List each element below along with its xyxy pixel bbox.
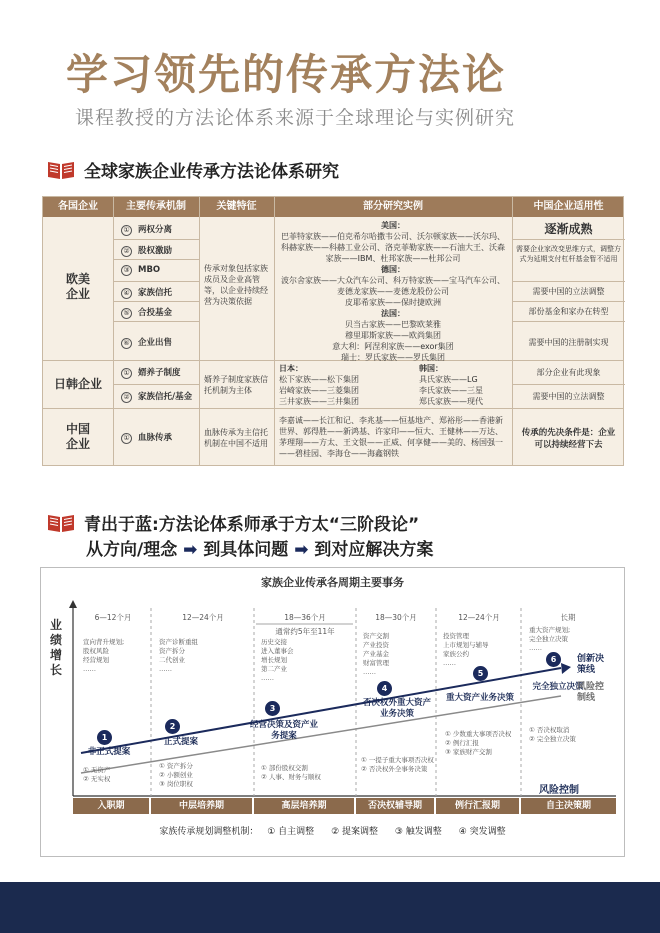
mechanism-item	[121, 244, 172, 257]
note-line: ……	[261, 674, 274, 682]
mechanism-label: 婿养子制度	[138, 368, 181, 378]
note-line: 增长规划	[261, 656, 287, 664]
note-line: ② 无实权	[83, 775, 111, 783]
innovation-line-label: 创新决策线	[577, 654, 605, 675]
mechanism-number: ①	[121, 433, 132, 444]
note-line: ① 否决权取消	[529, 726, 570, 734]
note-line: 进入董事会	[261, 647, 294, 655]
authority-notes	[361, 756, 434, 774]
note-line: ② 例行汇报	[445, 739, 479, 747]
y-axis-char: 增	[50, 648, 63, 662]
note-line: ② 人事、财务与顺权	[261, 773, 321, 781]
risk-line-label: 风险控制线	[577, 682, 605, 703]
example-line: 松下家族——松下集团	[279, 375, 359, 384]
applicability-item: 需要中国的注册制实现	[528, 338, 609, 347]
book-icon	[46, 512, 76, 534]
country-title: 美国：	[381, 221, 405, 230]
note-line: 上市规划与辅导	[443, 641, 489, 649]
mechanism-number: ①	[121, 225, 132, 236]
examples-japan	[279, 363, 389, 407]
arrow-icon: ➡	[183, 540, 198, 560]
applicability-line: 可以持续经营下去	[534, 440, 603, 450]
succession-diagram	[40, 567, 625, 857]
mechanism-item	[121, 366, 181, 379]
note-line: 经营规划	[83, 656, 109, 664]
examples-western	[277, 220, 509, 363]
note-line: ② 否决权外全事务决策	[361, 765, 428, 773]
mechanism-item	[121, 306, 172, 319]
note-line: 家族公约	[443, 650, 469, 658]
note-line: ……	[83, 665, 96, 673]
note-line: ……	[363, 668, 376, 676]
note-line: 资产交割	[363, 632, 389, 640]
example-line: ——碧桂园、李海仓——海鑫钢铁	[279, 449, 399, 458]
country-title: 德国：	[381, 265, 405, 274]
feature-text: 血脉传承为主信托机制在中国不适用	[204, 428, 268, 448]
period-label: 12—24个月	[182, 613, 224, 622]
mechanism-number: ③	[121, 265, 132, 276]
mechanism-label: 合投基金	[138, 308, 173, 318]
stage-number: 4	[377, 681, 392, 696]
mechanism-label: 血脉传承	[138, 433, 173, 443]
stage-number: 5	[473, 666, 488, 681]
region-label: 企业	[65, 287, 90, 301]
y-axis-char: 绩	[50, 633, 63, 647]
mechanism-label: 企业出售	[138, 338, 173, 348]
mechanism-label: 家族信托/基金	[138, 392, 193, 402]
mechanism-item	[121, 265, 160, 276]
country-title: 韩国：	[419, 364, 443, 373]
note-line: ③ 家族财产交割	[445, 748, 492, 756]
mechanism-number: ⑥	[121, 338, 132, 349]
period-label: 长期	[560, 613, 576, 622]
example-line: 具氏家族——LG	[419, 375, 478, 384]
phase-label: 例行汇报期	[436, 798, 519, 814]
example-line: 岩崎家族——三菱集团	[279, 386, 359, 395]
diagram-title: 家族企业传承各周期主要事务	[261, 576, 404, 589]
mechanism-label: 家族信托	[138, 288, 173, 298]
stage-number: 6	[546, 652, 561, 667]
note-line: 第二产业	[261, 665, 287, 673]
note-line: 资产拆分	[159, 647, 185, 655]
mechanism-item	[121, 336, 172, 349]
stage-label: 经营决策及资产业务提案	[249, 720, 318, 741]
task-notes	[159, 638, 198, 674]
subline-part: 到对应解决方案	[314, 540, 434, 560]
mechanism-item	[121, 431, 172, 444]
region-label: 中国	[65, 422, 90, 436]
period-label: 12—24个月	[458, 613, 500, 622]
book-icon	[46, 159, 76, 181]
applicability-item	[514, 427, 623, 451]
authority-notes	[159, 762, 193, 789]
stage-number: 1	[97, 730, 112, 745]
example-line: 茅理翔——方太、王文银——正威、何享健——美的、杨国强一	[279, 438, 503, 447]
mechanism-number: ④	[121, 288, 132, 299]
mechanism-row-item: ④ 突发调整	[458, 827, 506, 837]
note-line: 重大资产规划;	[529, 626, 571, 634]
note-line: 产业投资	[363, 641, 389, 649]
authority-notes	[445, 730, 511, 757]
adjustment-mechanism-row	[41, 824, 624, 837]
note-line: ① 少数重大事项否决权	[445, 730, 512, 738]
mechanism-row-item: ① 自主调整	[267, 827, 315, 837]
applicability-item: 部分企业有此现象	[536, 368, 601, 377]
mechanism-number: ⑤	[121, 308, 132, 319]
note-line: ② 完全独立决策	[529, 735, 576, 743]
phase-label: 入职期	[73, 798, 149, 814]
section2-subline	[86, 535, 433, 560]
task-notes	[529, 626, 570, 653]
period-label: 18—36个月	[284, 613, 326, 622]
country-title: 法国：	[381, 309, 405, 318]
region-jpkr: 日韩企业	[53, 377, 102, 391]
task-notes	[443, 632, 489, 668]
example-line: 巴菲特家族——伯克希尔哈撒韦公司、沃尔顿家族——沃尔玛、	[281, 232, 505, 241]
applicability-line: 传承的先决条件是：企业	[521, 428, 616, 438]
page-title: 学习领先的传承方法论	[66, 50, 507, 99]
section2-label: 青出于蓝:方法论体系师承于方太“三阶段论”	[84, 515, 420, 535]
region-label: 欧美	[65, 272, 90, 286]
task-notes	[261, 638, 294, 683]
arrow-icon: ➡	[294, 540, 309, 560]
mechanism-row-item: ③ 触发调整	[394, 827, 442, 837]
example-line: 意大利：阿涅利家族——exor集团	[332, 342, 454, 351]
phase-label: 自主决策期	[521, 798, 616, 814]
example-line: 穆里耶斯家族——欧尚集团	[345, 331, 441, 340]
feature-text: 婿养子制度家族信托机制为主体	[204, 375, 268, 395]
example-line: 三井家族——三井集团	[279, 397, 359, 406]
applicability-item: 部份基金和家办在转型	[528, 307, 609, 316]
mechanism-row-item: ② 提案调整	[331, 827, 378, 837]
note-line: ② 小额创业	[159, 771, 193, 779]
section2-heading	[46, 510, 419, 535]
example-line: 家族——IBM、杜邦家族——杜邦公司	[325, 254, 461, 263]
mechanism-label: MBO	[138, 265, 161, 275]
mechanism-label: 两权分离	[138, 225, 173, 235]
subline-part: 从方向/理念	[86, 540, 178, 560]
section1-heading	[46, 157, 339, 182]
example-line: 世界、郭得胜——新鸿基、许家印——恒大、王健林——万达、	[279, 427, 503, 436]
subline-part: 到具体问题	[203, 540, 289, 560]
country-title: 日本：	[279, 364, 303, 373]
period-label: 18—30个月	[375, 613, 417, 622]
note-line: ① 无资产	[83, 766, 111, 774]
mechanism-label: 股权激励	[138, 246, 173, 256]
note-line: 历史交接	[261, 638, 287, 646]
stage-number: 3	[265, 701, 280, 716]
page-subtitle: 课程教授的方法论体系来源于全球理论与实例研究	[75, 107, 516, 129]
section1-label: 全球家族企业传承方法论体系研究	[84, 162, 339, 182]
mechanism-item	[121, 286, 172, 299]
note-line: 投资管理	[443, 632, 469, 640]
stage-label: 正式提案	[163, 737, 198, 747]
example-line: 郑氏家族——现代	[419, 397, 483, 406]
mechanism-row-title: 家族传承规划调整机制：	[159, 827, 259, 837]
stage-label: 重大资产业务决策	[445, 693, 514, 703]
y-axis-char: 长	[50, 663, 63, 677]
note-line: ① 资产拆分	[159, 762, 193, 770]
phase-label: 中层培养期	[151, 798, 252, 814]
note-line: 宣向背升规划;	[83, 638, 125, 646]
mechanism-item	[121, 223, 172, 236]
stage-number: 2	[165, 719, 180, 734]
applicability-item: 需要企业家改变思维方式，调整方式为延期支付杠杆基金暂不适用	[516, 245, 621, 263]
risk-control-label: 风险控制	[539, 785, 579, 796]
examples-korea	[419, 363, 509, 407]
note-line: 产业基金	[363, 650, 389, 658]
mechanism-number: ②	[121, 246, 132, 257]
note-line: 完全独立决策	[529, 635, 568, 643]
note-line: 股权风险	[83, 647, 109, 655]
footer-band	[0, 882, 660, 933]
note-line: ① 部份股权交割	[261, 764, 308, 772]
period-label: 6—12个月	[94, 613, 132, 622]
applicability-item: 逐渐成熟	[544, 222, 593, 236]
stage-label: 否决权外重大资产业务决策	[362, 698, 431, 719]
header-cell: 各国企业	[58, 201, 98, 212]
methodology-table	[42, 196, 624, 466]
example-line: 李氏家族——三星	[419, 386, 483, 395]
phase-label: 否决权辅导期	[356, 798, 434, 814]
region-china	[43, 422, 113, 452]
stage-label: 完全独立决策	[532, 682, 584, 692]
examples-china	[279, 415, 511, 459]
example-line: 李嘉诚——长江和记、李兆基——恒基地产、郑裕彤——香港新	[279, 416, 503, 425]
region-label: 企业	[65, 437, 90, 451]
authority-notes	[83, 766, 110, 784]
stage-label: 非正式提案	[87, 747, 131, 757]
applicability-item: 需要中国的立法调整	[532, 287, 605, 296]
feature-text: 传承对象包括家族成员及企业高管等，以企业持续经营为决策依据	[204, 264, 268, 306]
note-line: ③ 岗位职权	[159, 780, 193, 788]
note-line: ……	[443, 659, 456, 667]
note-line: 资产诊断重组	[159, 638, 198, 646]
mechanism-number: ②	[121, 392, 132, 403]
task-notes	[83, 638, 124, 674]
y-axis-label	[50, 618, 64, 678]
y-axis-char: 业	[50, 618, 63, 632]
note-line: 二代创业	[159, 656, 185, 664]
example-line: 贝当古家族——巴黎欧莱雅	[345, 320, 441, 329]
phase-label: 高层培养期	[254, 798, 354, 814]
period-note: 通常约5年至11年	[275, 627, 335, 636]
example-line: 瑞士：罗氏家族——罗氏集团	[341, 353, 445, 362]
example-line: 麦德龙家族——麦德龙股份公司	[337, 287, 449, 296]
authority-notes	[529, 726, 576, 744]
header-cell: 主要传承机制	[126, 201, 186, 212]
note-line: ……	[529, 644, 542, 652]
header-cell: 部分研究实例	[363, 201, 423, 212]
mechanism-number: ①	[121, 368, 132, 379]
example-line: 皮耶希家族——保时捷欧洲	[345, 298, 441, 307]
region-western	[43, 272, 113, 302]
note-line: ……	[159, 665, 172, 673]
example-line: 波尔舍家族——大众汽车公司、科万特家族——宝马汽车公司、	[281, 276, 505, 285]
note-line: 财富管理	[363, 659, 389, 667]
task-notes	[363, 632, 389, 677]
applicability-item: 需要中国的立法调整	[532, 392, 605, 401]
authority-notes	[261, 764, 321, 782]
mechanism-item	[121, 390, 192, 403]
note-line: ① 一提子重大事项否决权	[361, 756, 434, 764]
example-line: 科赫家族——科赫工业公司、洛克菲勒家族——石油大王、沃森	[281, 243, 505, 252]
header-cell: 关键特征	[216, 201, 257, 212]
header-cell: 中国企业适用性	[533, 201, 604, 212]
